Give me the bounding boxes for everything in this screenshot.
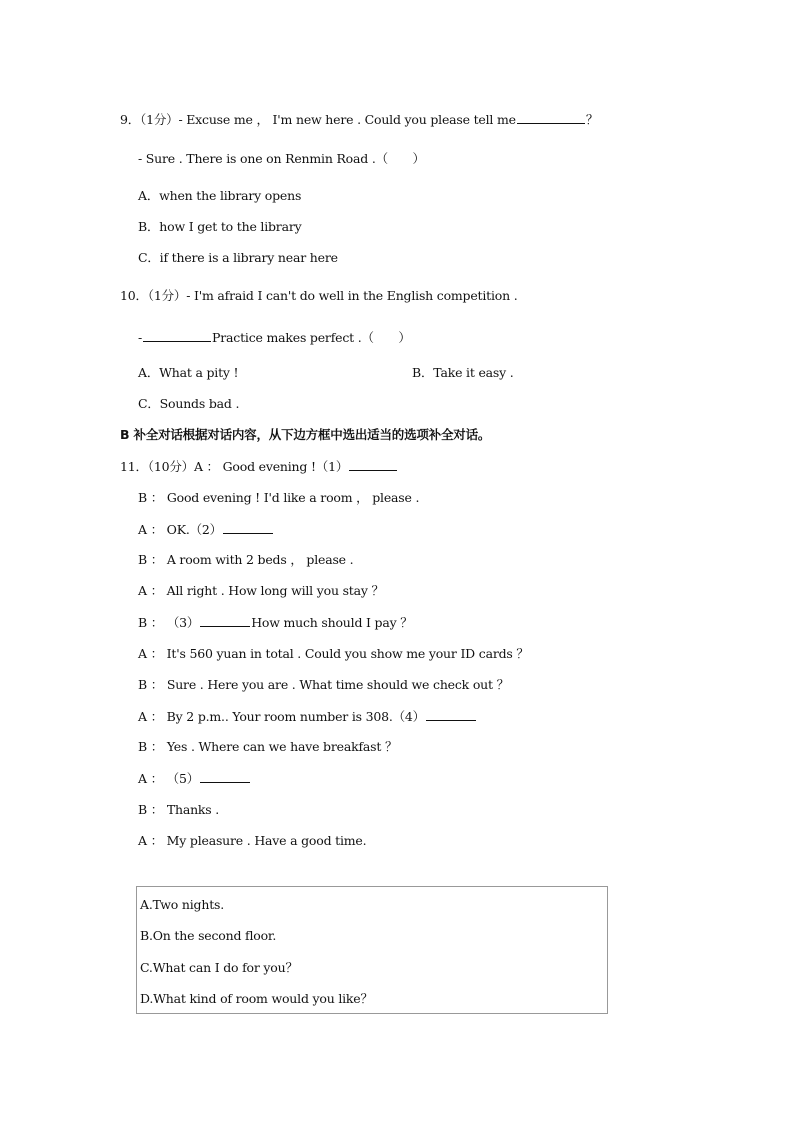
q10-stem: 10．（1分）- I'm afraid I can't do well in the English competition . <box>120 288 518 303</box>
q11-line: B ： （3） How much should I pay ？ <box>138 615 413 630</box>
q9-stem: 9．（1分）- Excuse me ， I'm new here . Could you please tell me ？ <box>120 112 599 127</box>
q9-option-b[interactable]: B．how I get to the library <box>138 219 302 234</box>
q11-answer-blank[interactable] <box>200 770 250 783</box>
q9-answer-blank[interactable] <box>517 111 585 124</box>
q10-option-c[interactable]: C．Sounds bad . <box>138 396 240 411</box>
q11-line: 11．（10分）A ： Good evening !（1） <box>120 458 398 475</box>
q11-line: A ： By 2 p.m.. Your room number is 308.（4） <box>138 708 477 725</box>
q11-line: A ： All right . How long will you stay ？ <box>138 583 384 598</box>
q11-answer-blank[interactable] <box>349 458 397 471</box>
q11-answer-blank[interactable] <box>223 521 273 534</box>
q11-line: B ： Sure . Here you are . What time should we check out ？ <box>138 677 509 692</box>
q11-line: A ： OK.（2） <box>138 521 274 538</box>
q9-option-a[interactable]: A．when the library opens <box>138 188 302 203</box>
q11-line: B ： A room with 2 beds ， please . <box>138 552 354 567</box>
q9-reply: - Sure . There is one on Renmin Road .（ ） <box>138 151 425 166</box>
choice-d: D.What kind of room would you like？ <box>140 991 373 1006</box>
q11-line: B ： Yes . Where can we have breakfast ？ <box>138 739 398 754</box>
choice-a: A.Two nights. <box>140 897 225 912</box>
choice-b: B.On the second floor. <box>140 928 277 943</box>
q11-answer-blank[interactable] <box>426 708 476 721</box>
q10-option-b[interactable]: B．Take it easy . <box>412 365 514 380</box>
choices-box <box>136 886 608 1014</box>
q11-line: A ： （5） <box>138 770 251 787</box>
q10-reply: - Practice makes perfect .（ ） <box>138 330 411 345</box>
q11-line: B ： Thanks . <box>138 802 220 817</box>
section-b-heading: B 补全对话根据对话内容，从下边方框中选出适当的选项补全对话。 <box>120 427 491 442</box>
q11-line: A ： It's 560 yuan in total . Could you show me your ID cards ？ <box>138 646 529 661</box>
q11-line: A ： My pleasure . Have a good time. <box>138 833 367 848</box>
q10-option-a[interactable]: A．What a pity ! <box>138 365 239 380</box>
q11-answer-blank[interactable] <box>200 614 250 627</box>
choice-c: C.What can I do for you？ <box>140 960 298 975</box>
q11-line: B ： Good evening ! I'd like a room ， please . <box>138 490 420 505</box>
q10-answer-blank[interactable] <box>143 329 211 342</box>
q9-option-c[interactable]: C．if there is a library near here <box>138 250 338 265</box>
